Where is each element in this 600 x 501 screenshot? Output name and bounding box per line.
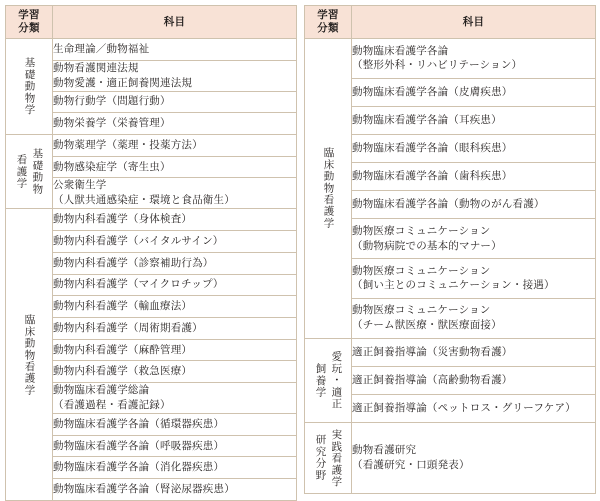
- table-row: [6, 209, 297, 231]
- table-row: [305, 338, 596, 366]
- subject-line: 動物臨床看護学各論（動物のがん看護）: [352, 198, 545, 211]
- subject-line: 動物臨床看護学各論（呼吸器疾患）: [53, 439, 225, 452]
- subject-cell: [53, 361, 297, 383]
- table-row: [305, 422, 596, 493]
- subject-line: 動物臨床看護学各論（循環器疾患）: [53, 417, 225, 430]
- table-row: [6, 39, 297, 61]
- category-label-column: 基礎動物: [31, 148, 44, 196]
- subject-line: 動物看護研究: [352, 443, 417, 456]
- subject-line: 動物内科看護学（診察補助行為）: [53, 256, 214, 269]
- subject-line: （チーム獣医療・獣医療面接）: [352, 319, 502, 332]
- category-label-column: 飼養学: [314, 362, 327, 398]
- curriculum-table-right: [304, 5, 596, 494]
- category-cell: [6, 209, 53, 501]
- curriculum-table-left: [5, 5, 297, 501]
- subject-line: 動物内科看護学（バイタルサイン）: [53, 234, 224, 247]
- vertical-label-wrap: [305, 339, 351, 422]
- table-body-left: [6, 39, 297, 501]
- table-body-right: [305, 39, 596, 494]
- subject-line: 動物臨床看護学各論（眼科疾患）: [352, 142, 513, 155]
- vertical-label-wrap: [6, 209, 52, 500]
- subject-cell: [352, 259, 596, 299]
- subject-cell: [53, 209, 297, 231]
- subject-line: 動物臨床看護学総論: [53, 384, 150, 397]
- subject-line: 動物看護関連法規: [53, 61, 139, 74]
- subject-cell: [53, 135, 297, 157]
- category-label-column: 実践看護学: [330, 428, 343, 488]
- subject-cell: [352, 366, 596, 394]
- subject-cell: [352, 298, 596, 338]
- subject-line: 動物臨床看護学各論（耳疾患）: [352, 113, 502, 126]
- subject-line: 動物医療コミュニケーション: [352, 224, 491, 237]
- subject-line: 動物臨床看護学各論（消化器疾患）: [53, 461, 225, 474]
- subject-line: 動物薬理学（薬理・投薬方法）: [53, 138, 203, 151]
- subject-cell: [352, 78, 596, 106]
- vertical-label-wrap: [305, 423, 351, 493]
- subject-cell: [352, 338, 596, 366]
- subject-line: 動物内科看護学（マイクロチップ）: [53, 278, 224, 291]
- subject-cell: [53, 457, 297, 479]
- subject-line: 公衆衛生学: [53, 179, 107, 192]
- subject-cell: [352, 191, 596, 219]
- category-label-column: 基礎動物学: [23, 57, 36, 116]
- header-category-line1: 学習: [18, 9, 40, 22]
- table-row: [305, 39, 596, 79]
- subject-cell: [53, 383, 297, 414]
- subject-cell: [53, 252, 297, 274]
- table-gutter: [297, 5, 304, 482]
- category-label-column: 臨床動物看護学: [322, 147, 335, 230]
- header-subject-left: 科目: [53, 6, 297, 39]
- subject-cell: [53, 113, 297, 135]
- header-category-line1: 学習: [317, 9, 339, 22]
- header-category-left: [6, 6, 53, 39]
- category-cell: [305, 338, 352, 422]
- subject-line: 生命理論／動物福祉: [53, 42, 150, 55]
- category-label-column: 研究分野: [314, 434, 327, 482]
- subject-line: （整形外科・リハビリテーション）: [352, 59, 523, 72]
- subject-cell: [53, 178, 297, 209]
- category-label-column: 愛玩・適正: [330, 351, 343, 410]
- subject-line: （看護研究・口頭発表）: [352, 458, 470, 471]
- subject-cell: [352, 422, 596, 493]
- subject-line: 動物臨床看護学各論: [352, 44, 449, 57]
- subject-cell: [53, 274, 297, 296]
- subject-cell: [53, 156, 297, 178]
- subject-cell: [352, 394, 596, 422]
- table-row: [6, 135, 297, 157]
- subject-cell: [53, 413, 297, 435]
- category-label-column: 看護学: [15, 154, 28, 190]
- subject-line: （人獣共通感染症・環境と食品衛生）: [53, 194, 235, 207]
- left-table-half: [5, 5, 297, 501]
- subject-cell: [53, 296, 297, 318]
- subject-line: 動物内科看護学（麻酔管理）: [53, 343, 193, 356]
- subject-line: 動物行動学（問題行動）: [53, 95, 171, 108]
- subject-cell: [53, 339, 297, 361]
- subject-line: 動物内科看護学（周術期看護）: [53, 321, 203, 334]
- header-category-line2: 分類: [317, 22, 339, 34]
- vertical-label-wrap: [305, 39, 351, 338]
- category-cell: [6, 39, 53, 135]
- subject-cell: [352, 134, 596, 162]
- subject-line: 動物臨床看護学各論（歯科疾患）: [352, 170, 513, 183]
- subject-cell: [53, 91, 297, 113]
- subject-cell: [352, 39, 596, 79]
- category-cell: [6, 135, 53, 209]
- subject-line: 動物内科看護学（身体検査）: [53, 213, 193, 226]
- subject-line: 適正飼養指導論（ペットロス・グリーフケア）: [352, 401, 576, 414]
- subject-line: （動物病院での基本的マナー）: [352, 239, 502, 252]
- subject-cell: [352, 163, 596, 191]
- category-cell: [305, 39, 352, 339]
- table-header-row-left: [6, 6, 297, 39]
- vertical-label-wrap: [6, 39, 52, 134]
- subject-cell: [53, 60, 297, 91]
- subject-cell: [53, 39, 297, 61]
- subject-line: 適正飼養指導論（高齢動物看護）: [352, 373, 513, 386]
- header-category-right: [305, 6, 352, 39]
- subject-line: 動物医療コミュニケーション: [352, 264, 491, 277]
- subject-cell: [53, 317, 297, 339]
- subject-line: 動物内科看護学（輸血療法）: [53, 300, 193, 313]
- subject-line: 動物栄養学（栄養管理）: [53, 117, 171, 130]
- category-cell: [305, 422, 352, 493]
- vertical-label-wrap: [6, 135, 52, 208]
- subject-line: 動物臨床看護学各論（腎泌尿器疾患）: [53, 483, 235, 496]
- category-label-column: 臨床動物看護学: [23, 313, 36, 396]
- subject-line: 動物愛護・適正飼養関連法規: [53, 76, 193, 89]
- right-table-half: [304, 5, 596, 494]
- header-subject-right: 科目: [352, 6, 596, 39]
- subject-line: （飼い主とのコミュニケーション・接遇）: [352, 279, 555, 292]
- subject-line: 適正飼養指導論（災害動物看護）: [352, 345, 513, 358]
- subject-line: 動物感染症学（寄生虫）: [53, 160, 171, 173]
- subject-cell: [352, 219, 596, 259]
- subject-cell: [53, 435, 297, 457]
- subject-cell: [352, 106, 596, 134]
- table-header-row-right: [305, 6, 596, 39]
- subject-cell: [53, 231, 297, 253]
- subject-cell: [53, 479, 297, 501]
- header-category-line2: 分類: [18, 22, 40, 34]
- subject-line: （看護過程・看護記録）: [53, 399, 171, 412]
- subject-line: 動物内科看護学（救急医療）: [53, 365, 193, 378]
- subject-line: 動物医療コミュニケーション: [352, 304, 491, 317]
- subject-line: 動物臨床看護学各論（皮膚疾患）: [352, 85, 513, 98]
